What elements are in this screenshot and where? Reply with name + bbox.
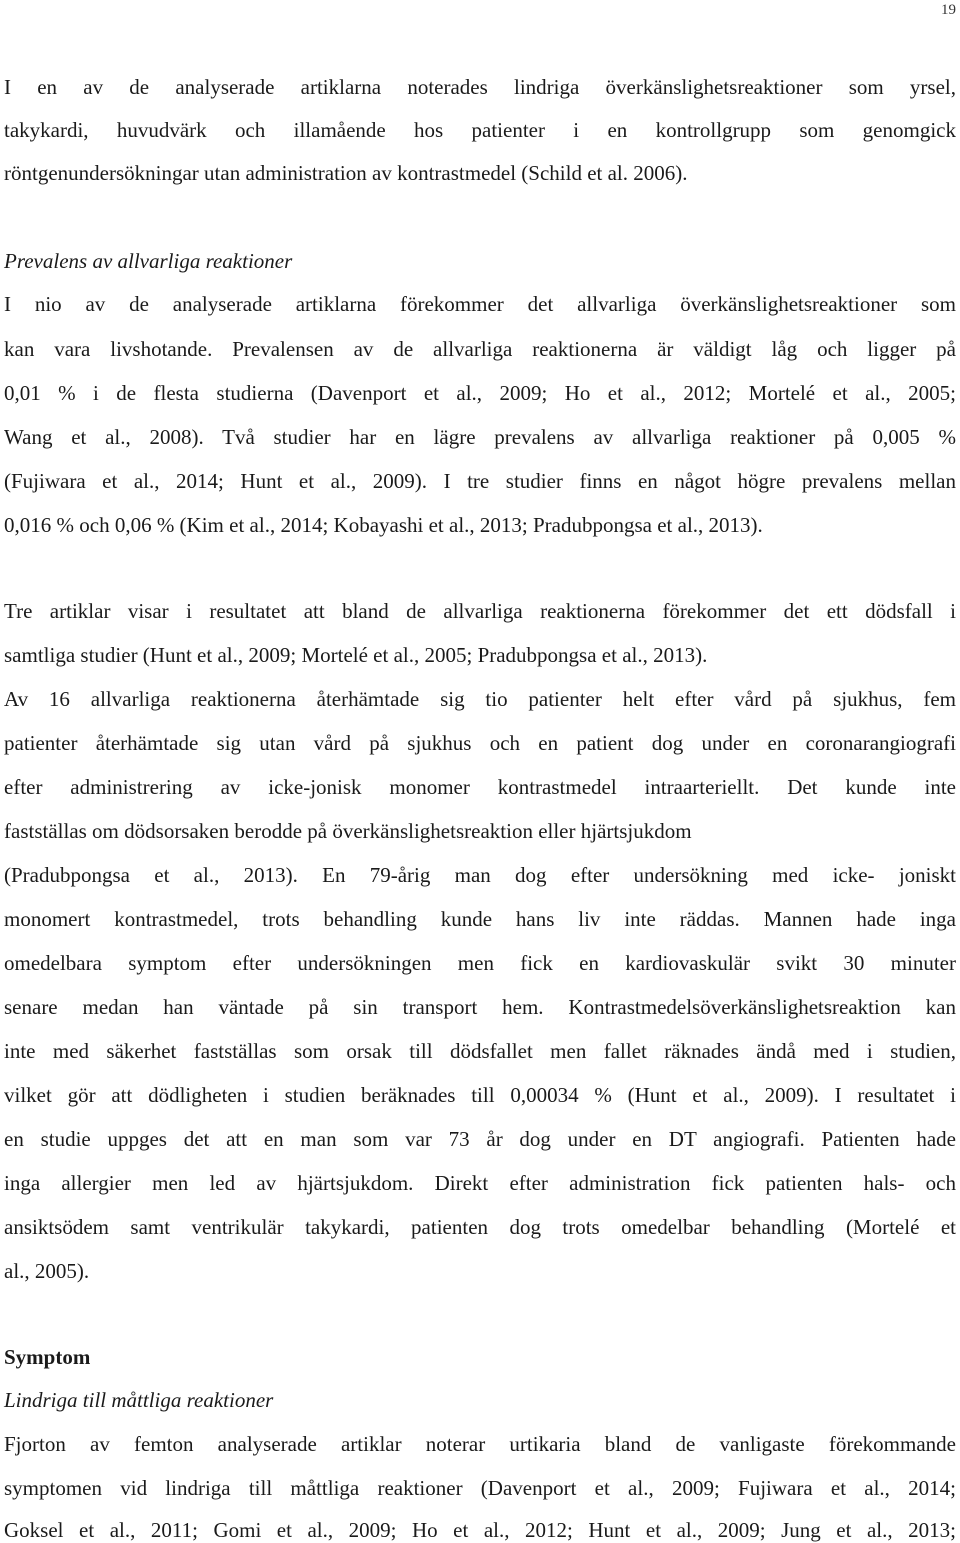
text-line: röntgenundersökningar utan administration av kontrastmedel (Schild et al. 2006).: [4, 161, 688, 185]
section-subheading: Prevalens av allvarliga reaktioner: [4, 249, 293, 273]
text-line: I nio av de analyserade artiklarna förekommer det allvarliga överkänslighetsreaktioner som: [4, 292, 956, 316]
text-line: inte med säkerhet fastställas som orsak till dödsfallet men fallet räknades ändå med i studien,: [4, 1039, 956, 1063]
text-line: omedelbara symptom efter undersökningen men fick en kardiovaskulär svikt 30 minuter: [4, 951, 956, 975]
text-line: patienter återhämtade sig utan vård på sjukhus och en patient dog under en coronarangiografi: [4, 731, 956, 755]
text-line: Tre artiklar visar i resultatet att bland de allvarliga reaktionerna förekommer det ett dödsfall i: [4, 599, 956, 623]
text-line: senare medan han väntade på sin transport hem. Kontrastmedelsöverkänslighetsreaktion kan: [4, 995, 956, 1019]
text-line: inga allergier men led av hjärtsjukdom. Direkt efter administration fick patienten hals- och: [4, 1171, 956, 1195]
text-line: monomert kontrastmedel, trots behandling kunde hans liv inte räddas. Mannen hade inga: [4, 907, 956, 931]
text-line: samtliga studier (Hunt et al., 2009; Mortelé et al., 2005; Pradubpongsa et al., 2013).: [4, 643, 708, 667]
text-line: Fjorton av femton analyserade artiklar noterar urtikaria bland de vanligaste förekommande: [4, 1432, 956, 1456]
text-line: (Pradubpongsa et al., 2013). En 79-årig man dog efter undersökning med icke- joniskt: [4, 863, 956, 887]
section-subheading: Lindriga till måttliga reaktioner: [4, 1388, 274, 1412]
text-line: I en av de analyserade artiklarna noterades lindriga överkänslighetsreaktioner som yrsel,: [4, 75, 956, 99]
text-line: 0,016 % och 0,06 % (Kim et al., 2014; Kobayashi et al., 2013; Pradubpongsa et al., 2013).: [4, 513, 763, 537]
text-line: takykardi, huvudvärk och illamående hos patienter i en kontrollgrupp som genomgick: [4, 118, 956, 142]
text-line: vilket gör att dödligheten i studien beräknades till 0,00034 % (Hunt et al., 2009). I resultatet i: [4, 1083, 956, 1107]
text-line: ansiktsödem samt ventrikulär takykardi, patienten dog trots omedelbar behandling (Mortelé et: [4, 1215, 956, 1239]
text-line: Av 16 allvarliga reaktionerna återhämtade sig tio patienter helt efter vård på sjukhus, fem: [4, 687, 956, 711]
text-line: Wang et al., 2008). Två studier har en lägre prevalens av allvarliga reaktioner på 0,005 %: [4, 425, 956, 449]
text-line: Goksel et al., 2011; Gomi et al., 2009; Ho et al., 2012; Hunt et al., 2009; Jung et al., 2013;: [4, 1518, 956, 1542]
page-number: 19: [941, 2, 956, 18]
text-line: (Fujiwara et al., 2014; Hunt et al., 2009). I tre studier finns en något högre prevalens mellan: [4, 469, 956, 493]
section-heading: Symptom: [4, 1345, 91, 1369]
text-line: 0,01 % i de flesta studierna (Davenport et al., 2009; Ho et al., 2012; Mortelé et al., 2005;: [4, 381, 956, 405]
text-line: symptomen vid lindriga till måttliga reaktioner (Davenport et al., 2009; Fujiwara et al., 2014;: [4, 1476, 956, 1500]
text-line: al., 2005).: [4, 1259, 90, 1283]
text-line: fastställas om dödsorsaken berodde på överkänslighetsreaktion eller hjärtsjukdom: [4, 819, 692, 843]
text-line: en studie uppges det att en man som var 73 år dog under en DT angiografi. Patienten hade: [4, 1127, 956, 1151]
text-line: efter administrering av icke-jonisk monomer kontrastmedel intraarteriellt. Det kunde inte: [4, 775, 956, 799]
text-line: kan vara livshotande. Prevalensen av de allvarliga reaktionerna är väldigt låg och ligger på: [4, 337, 956, 361]
